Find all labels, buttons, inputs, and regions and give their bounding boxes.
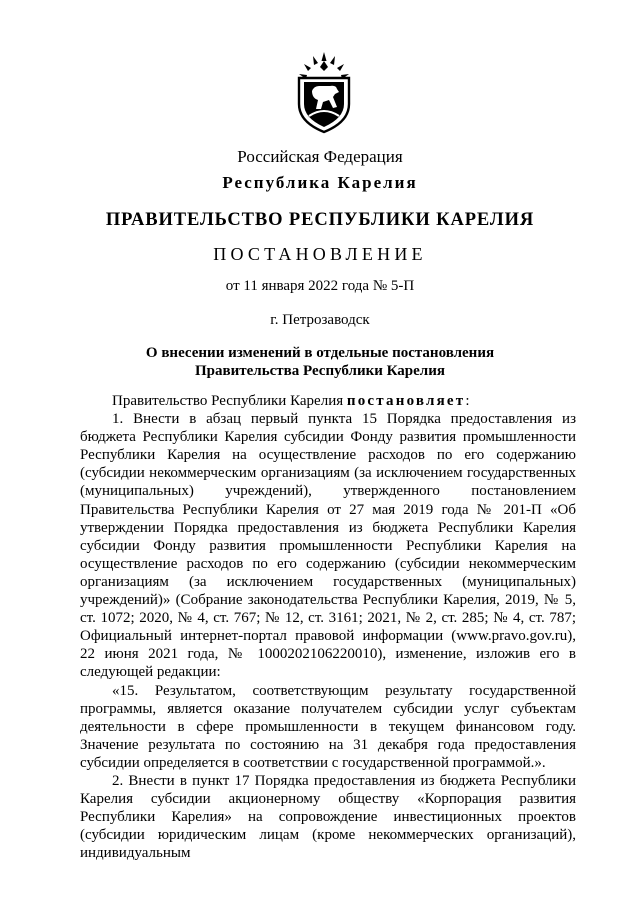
karelia-coat-of-arms-icon [293,52,355,134]
republic-name: Республика Карелия [222,173,418,192]
intro-suffix: : [465,393,470,409]
document-title-line-1: О внесении изменений в отдельные постановления [145,345,495,361]
document-city: г. Петрозаводск [270,312,370,328]
paragraph-1: 1. Внести в абзац первый пункта 15 Порядка предоставления из бюджета Республики Карелия субсидии Фонду развития промышленности Республики Карелия на осуществление расходов по его содержанию (субсидии некоммерческим организациям (за исключением государственных (муниципальных) учреждений), утвержденного постановлением Правительства Республики Карелия от 27 мая 2019 года № 201-П «Об утверждении Порядка предоставления из бюджета Республики Карелия субсидии Фонду развития промышленности Республики Карелия на осуществление расходов по его содержанию (субсидии некоммерческим организациям (за исключением государственных (муниципальных) учреждений)» (Собрание законодательства Республики Карелия, 2019, № 5, ст. 1072; 2020, № 4, ст. 767; № 12, ст. 3161; 2021, № 2, ст. 285; № 4, ст. 787; Официальный интернет-портал правовой информации (www.pravo.gov.ru), 22 июня 2021 года, № 1000202106220010), изменение, изложив его в следующей редакции: [80,411,576,681]
resolves-word: постановляет [346,393,466,409]
intro-prefix: Правительство Республики Карелия [112,393,347,409]
document-type: ПОСТАНОВЛЕНИЕ [213,244,427,264]
government-title: ПРАВИТЕЛЬСТВО РЕСПУБЛИКИ КАРЕЛИЯ [105,210,535,230]
paragraph-2: «15. Результатом, соответствующим результату государственной программы, является оказание получателем субсидии услуг субъектам деятельности в сфере промышленности в текущем финансовом году. Значение результата по состоянию на 31 декабря года предоставления субсидии определяется в соответствии с государственной программой.». [80,682,576,771]
document-title [0,344,640,380]
country-name: Российская Федерация [237,147,403,166]
paragraph-3: 2. Внести в пункт 17 Порядка предоставления из бюджета Республики Карелия субсидии акционерному обществу «Корпорация развития Республики Карелия» на сопровождение инвестиционных проектов (субсидии юридическим лицам (кроме некоммерческих организаций), индивидуальным [80,772,576,862]
document-date-number: от 11 января 2022 года № 5-П [225,278,415,294]
document-title-line-2: Правительства Республики Карелия [195,363,445,379]
document-body [80,392,576,862]
intro-paragraph [80,392,576,410]
